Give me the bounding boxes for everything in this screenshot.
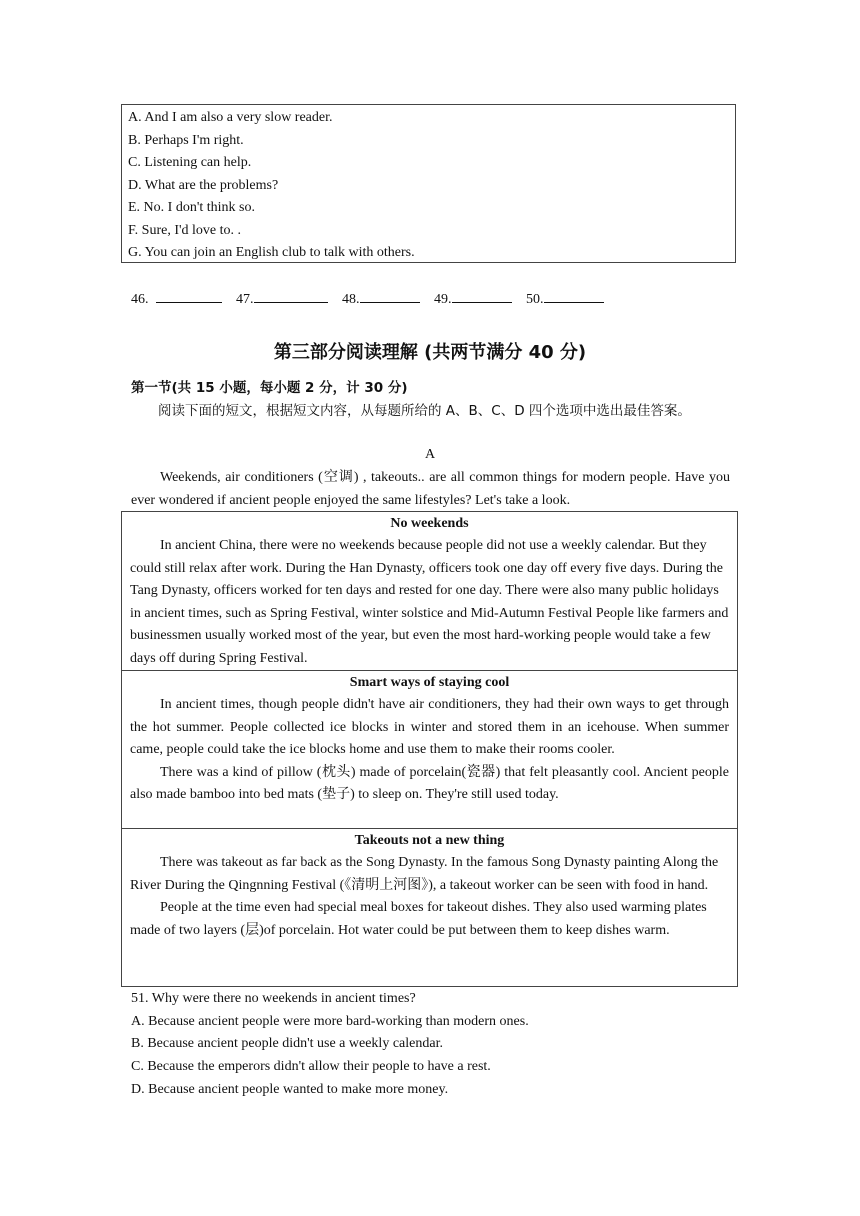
option-a: A. And I am also a very slow reader. <box>128 110 333 125</box>
blank-number: 48. <box>342 292 360 307</box>
table-section-weekends <box>122 512 737 671</box>
section-heading: Takeouts not a new thing <box>354 833 505 848</box>
blank-number: 50. <box>526 292 544 307</box>
section-paragraph: There was a kind of pillow (枕头) made of porcelain(瓷器) that felt pleasantly cool. Ancient people also made bamboo into bed mats (垫子) to sleep on. They're still used today. <box>130 764 729 803</box>
section-heading: No weekends <box>390 516 469 531</box>
section-paragraph: In ancient times, though people didn't have air conditioners, they had their own ways to get through the hot summer. People collected ice blocks in winter and stored them in an icehouse. When summer came, people could take the ice blocks home and use them to make their rooms cooler. <box>130 697 729 758</box>
question-option-a[interactable]: A. Because ancient people were more bard-working than modern ones. <box>131 1013 529 1029</box>
option-f: F. Sure, I'd love to. . <box>128 222 242 238</box>
question-option-d[interactable]: D. Because ancient people wanted to make more money. <box>131 1081 449 1097</box>
section-heading: Smart ways of staying cool <box>349 675 510 690</box>
question-51 <box>131 988 731 1102</box>
blank-number: 49. <box>434 292 452 307</box>
blank-50[interactable] <box>526 288 604 310</box>
part-title: 第三部分阅读理解 (共两节满分 40 分) <box>273 342 587 363</box>
section-paragraph: There was takeout as far back as the Song Dynasty. In the famous Song Dynasty painting Along the River During the Qingnning Festival (《清明上河图》), a takeout worker can be seen with food in hand. <box>130 855 719 893</box>
option-c: C. Listening can help. <box>128 155 252 170</box>
section-paragraph: People at the time even had special meal boxes for takeout dishes. They also used warming plates made of two layers (层)of porcelain. Hot water could be put between them to keep dishes warm. <box>130 900 707 938</box>
option-g: G. You can join an English club to talk with others. <box>128 245 415 260</box>
section-paragraph: In ancient China, there were no weekends because people did not use a weekly calendar. But they could still relax after work. During the Han Dynasty, officers took one day off every five days. During the Tang Dynasty, officers worked for ten days and rested for one day. There were also many public holidays in ancient times, such as Spring Festival, winter solstice and Mid-Autumn Festival People like farmers and businessmen usually worked most of the year, but even the most hard-working people would take a few days off during Spring Festival. <box>130 538 729 666</box>
blank-49[interactable] <box>434 288 512 310</box>
blank-line <box>156 288 222 303</box>
blank-46[interactable] <box>131 288 222 310</box>
question-option-b[interactable]: B. Because ancient people didn't use a weekly calendar. <box>131 1036 443 1052</box>
blank-48[interactable] <box>342 288 420 310</box>
passage-table <box>121 511 738 987</box>
blank-line <box>452 288 512 303</box>
blank-47[interactable] <box>236 288 328 310</box>
blank-number: 46. <box>131 292 149 307</box>
blank-line <box>544 288 604 303</box>
table-section-cool <box>122 671 737 829</box>
option-e: E. No. I don't think so. <box>128 200 255 215</box>
blank-number: 47. <box>236 292 254 307</box>
question-option-c[interactable]: C. Because the emperors didn't allow their people to have a rest. <box>131 1059 491 1075</box>
answer-options-box <box>121 104 736 263</box>
answer-blanks-row <box>131 288 608 310</box>
option-b: B. Perhaps I'm right. <box>128 132 244 148</box>
instructions: 阅读下面的短文，根据短文内容，从每题所给的 A、B、C、D 四个选项中选出最佳答案。 <box>158 403 691 419</box>
blank-line <box>360 288 420 303</box>
table-section-takeouts <box>122 829 737 986</box>
option-d: D. What are the problems? <box>128 177 279 193</box>
question-stem: 51. Why were there no weekends in ancient times? <box>131 991 416 1006</box>
passage-label: A <box>424 447 436 462</box>
passage-intro: Weekends, air conditioners (空调) , takeouts.. are all common things for modern people. Have you ever wondered if ancient people enjoyed the same lifestyles? Let's take a look. <box>131 470 730 508</box>
blank-line <box>254 288 328 303</box>
section-title: 第一节(共 15 小题，每小题 2 分，计 30 分) <box>131 380 408 396</box>
